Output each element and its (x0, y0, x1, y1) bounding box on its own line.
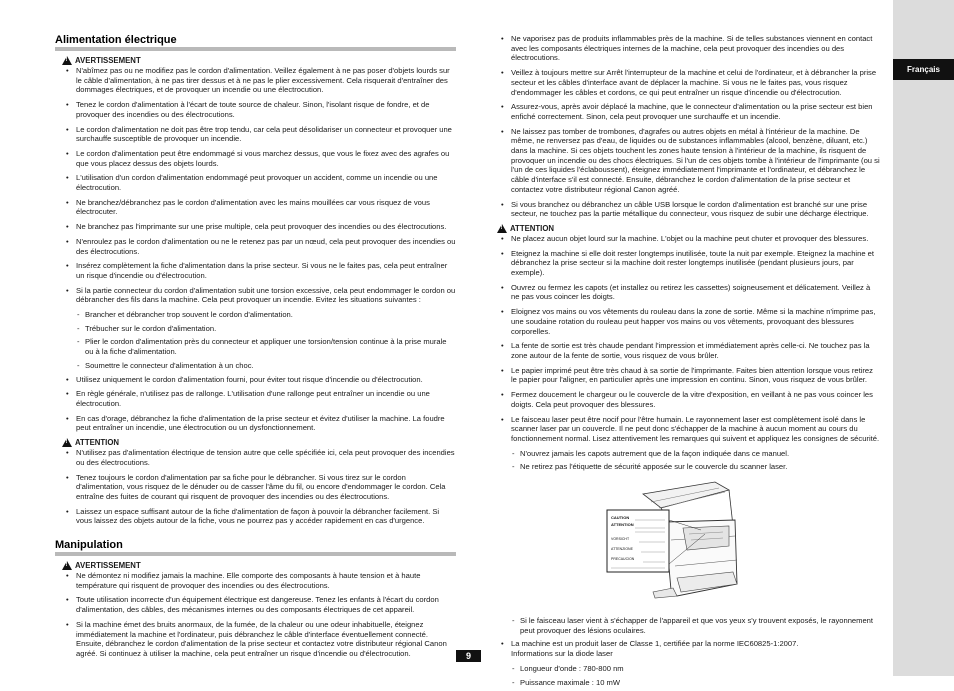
sub-list-item: - Puissance maximale : 10 mW (490, 678, 880, 688)
section-title-power: Alimentation électrique (55, 34, 456, 51)
language-tab: Français (893, 59, 954, 80)
sub-list-item: - Soumettre le connecteur d'alimentation à un choc. (55, 361, 456, 371)
sub-list-item: - Brancher et débrancher trop souvent le cordon d'alimentation. (55, 310, 456, 320)
sub-list-item: - Ne retirez pas l'étiquette de sécurité apposée sur le couvercle du scanner laser. (490, 462, 880, 472)
warning-list (55, 571, 456, 659)
list-item: • Laissez un espace suffisant autour de la fiche d'alimentation de façon à pouvoir la débrancher facilement. Si vous laissez des objets autour de la fiche, vous ne pourrez pas y accéder rapidement en cas d'urgence. (55, 507, 456, 526)
list-item: • Si la partie connecteur du cordon d'alimentation subit une torsion excessive, cela peut endommager le cordon ou débrancher des fils dans la machine. Cela peut provoquer un incendie. Evitez les situations suivantes : (55, 286, 456, 305)
caution-heading (497, 224, 880, 233)
list-item: • Ne vaporisez pas de produits inflammables près de la machine. Si de telles substances viennent en contact avec les composants électriques internes de la machine, cela peut provoquer des incendies ou des électrocutions. (490, 34, 880, 63)
laser-sub-list (490, 616, 880, 635)
list-item: • Si la machine émet des bruits anormaux, de la fumée, de la chaleur ou une odeur inhabituelle, éteignez immédiatement la machine et l'ordinateur, puis débranchez le câble d'interface éventuellement connecté. Ensuite, débranchez le cordon d'alimentation de la prise secteur et contactez votre distributeur régional Canon agréé. Si continuez à utiliser la machine, cela peut entraîner un risque d'incendie ou d'électrocution. (55, 620, 456, 659)
list-item: • Eloignez vos mains ou vos vêtements du rouleau dans la zone de sortie. Même si la machine n'imprime pas, une soudaine rotation du rouleau peut happer vos mains ou vos vêtements, provoquant des blessures corporelles. (490, 307, 880, 336)
list-item: • Toute utilisation incorrecte d'un équipement électrique est dangereuse. Tenez les enfants à l'écart du cordon d'alimentation, des câbles, des mécanismes internes ou des composants électriques de cet appareil. (55, 595, 456, 614)
list-item: • N'enroulez pas le cordon d'alimentation ou ne le retenez pas par un nœud, cela peut provoquer des incendies ou des électrocutions. (55, 237, 456, 256)
warning-label: AVERTISSEMENT (75, 561, 141, 571)
list-item: • Le cordon d'alimentation ne doit pas être trop tendu, car cela peut désolidariser un connecteur et provoquer une surchauffe susceptible de provoquer un incendie. (55, 125, 456, 144)
printer-laser-label-drawing (605, 480, 745, 604)
warning-list (55, 66, 456, 433)
caution-label: ATTENTION (510, 223, 555, 233)
sub-list-item: - Plier le cordon d'alimentation près du connecteur et appliquer une torsion/tension continue à la prise murale ou à la fiche d'alimentation. (55, 337, 456, 356)
warning-heading (62, 56, 456, 65)
laser-info-list (490, 639, 880, 687)
page-number: 9 (456, 650, 481, 662)
caution-heading (62, 438, 456, 447)
sub-list-item: - N'ouvrez jamais les capots autrement que de la façon indiquée dans ce manuel. (490, 449, 880, 459)
caution-label: ATTENTION (75, 438, 120, 448)
sub-list-item: - Si le faisceau laser vient à s'échapper de l'appareil et que vos yeux s'y trouvent exposés, le rayonnement peut provoquer des lésions oculaires. (490, 616, 880, 635)
list-item: • Le papier imprimé peut être très chaud à sa sortie de l'imprimante. Faites bien attention lorsque vous retirez le papier pour l'aligner, en particulier après une impression en continu. Sinon, vous risquez de vous brûler. (490, 366, 880, 385)
printer-illustration (605, 480, 745, 604)
list-item: • N'utilisez pas d'alimentation électrique de tension autre que celle spécifiée ici, cela peut provoquer des incendies ou des électrocutions. (55, 448, 456, 467)
list-item: • Insérez complètement la fiche d'alimentation dans la prise secteur. Si vous ne le faites pas, cela peut entraîner un risque d'incendie ou d'électrocution. (55, 261, 456, 280)
warning-label: AVERTISSEMENT (75, 56, 141, 65)
list-item: • En règle générale, n'utilisez pas de rallonge. L'utilisation d'une rallonge peut entraîner un incendie ou une électrocution. (55, 389, 456, 408)
label-line: ATTENTION (611, 522, 634, 528)
list-item: • En cas d'orage, débranchez la fiche d'alimentation de la prise secteur et évitez d'utiliser la machine. La foudre peut entraîner un incendie, une électrocution ou un dysfonctionnement. (55, 414, 456, 433)
list-item: • Fermez doucement le chargeur ou le couvercle de la vitre d'exposition, en veillant à ne pas vous coincer les doigts. Cela peut provoquer des blessures. (490, 390, 880, 409)
left-column (55, 34, 456, 664)
warning-icon (497, 224, 507, 233)
list-item: • Ne laissez pas tomber de trombones, d'agrafes ou autres objets en métal à l'intérieur de la machine. De même, ne renversez pas d'eau, de liquides ou de substances inflammables (alcool, benzène, diluant, etc.) dans la machine. Si ces objets touchent les zones haute tension à l'intérieur de la machine, ils risquent de provoquer un incendie ou des chocs électriques. Si l'un de ces objets tombe à l'intérieur de l'imprimante (ou si l'un de ces liquides l'éclaboussent), éteignez immédiatement l'imprimante et l'ordinateur, et débranchez le câble d'interface s'il est connecté. Ensuite, débranchez le cordon d'alimentation de la prise secteur et contactez votre distributeur régional Canon agréé. (490, 127, 880, 195)
list-item: • Ne démontez ni modifiez jamais la machine. Elle comporte des composants à haute tension et à haute température qui risquent de provoquer des incendies ou des électrocutions. (55, 571, 456, 590)
section-title-handling: Manipulation (55, 539, 456, 556)
list-item: • Assurez-vous, après avoir déplacé la machine, que le connecteur d'alimentation ou la prise secteur est bien enfiché correctement. Sinon, cela peut provoquer une surchauffe et un incendie. (490, 102, 880, 121)
warning-heading (62, 561, 456, 570)
sub-list-item: - Longueur d'onde : 780-800 nm (490, 664, 880, 674)
list-item: • Si vous branchez ou débranchez un câble USB lorsque le cordon d'alimentation est branché sur une prise secteur, ne touchez pas la partie métallique du connecteur, vous risquez de subir une décharge électrique. (490, 200, 880, 219)
list-item: • Ne branchez/débranchez pas le cordon d'alimentation avec les mains mouillées car vous risquez de vous électrocuter. (55, 198, 456, 217)
list-item: • Le cordon d'alimentation peut être endommagé si vous marchez dessus, que vous le fixez avec des agrafes ou que vous placez dessus des objets lourds. (55, 149, 456, 168)
list-item (490, 639, 880, 658)
warning-list-continued (490, 34, 880, 219)
list-item: • Veillez à toujours mettre sur Arrêt l'interrupteur de la machine et celui de l'ordinateur, et à débrancher la prise secteur et les câbles d'interface avant de déplacer la machine. Si vous ne le faites pas, vous risquez d'endommager les câbles et cordons, ce qui peut entraîner un risque d'incendie ou d'électrocution. (490, 68, 880, 97)
list-item: • La fente de sortie est très chaude pendant l'impression et immédiatement après celle-ci. Ne touchez pas la zone autour de la fente de sortie, vous risquez de vous brûler. (490, 341, 880, 360)
list-item: • Ne branchez pas l'imprimante sur une prise multiple, cela peut provoquer des incendies ou des électrocutions. (55, 222, 456, 232)
label-line: VORSICHT (611, 537, 630, 542)
list-item: • Ouvrez ou fermez les capots (et installez ou retirez les cassettes) soigneusement et délicatement. Veillez à ne pas vous coincer les doigts. (490, 283, 880, 302)
label-line: ATTENZIONE (611, 547, 633, 552)
label-line: CAUTION (611, 515, 630, 521)
list-item: • Utilisez uniquement le cordon d'alimentation fourni, pour éviter tout risque d'incendie ou d'électrocution. (55, 375, 456, 385)
caution-list (55, 448, 456, 526)
caution-list (490, 234, 880, 472)
list-item: • Le faisceau laser peut être nocif pour l'être humain. Le rayonnement laser est complètement isolé dans le scanner laser par un couvercle. Il ne peut donc s'échapper de la machine à aucun moment au cours du fonctionnement normal. Lisez attentivement les remarques qui suivent et appliquez les consignes de sécurité. (490, 415, 880, 444)
list-item: • Tenez toujours le cordon d'alimentation par sa fiche pour le débrancher. Si vous tirez sur le cordon d'alimentation, vous risquez de le dénuder ou de casser l'âme du fil, ou encore d'endommager le cordon. Cela entraîne des fuites de courant qui risquent de provoquer des incendies ou des électrocutions. (55, 473, 456, 502)
sub-list-item: - Trébucher sur le cordon d'alimentation. (55, 324, 456, 334)
list-item: • Eteignez la machine si elle doit rester longtemps inutilisée, toute la nuit par exemple. Eteignez la machine et débranchez la prise secteur si la machine doit rester longtemps inutilisée (pendant plusieurs jours, par exemple). (490, 249, 880, 278)
warning-icon (62, 56, 72, 65)
list-item: • N'abîmez pas ou ne modifiez pas le cordon d'alimentation. Veillez également à ne pas poser d'objets lourds sur le câble d'alimentation, à ne pas tirer dessus et à ne pas le plier excessivement. Cela risquerait d'entraîner des dommages électriques, et de provoquer un incendie ou une électrocution. (55, 66, 456, 95)
list-item: • Tenez le cordon d'alimentation à l'écart de toute source de chaleur. Sinon, l'isolant risque de fondre, et de provoquer des incendies ou des électrocutions. (55, 100, 456, 119)
side-margin-bar (893, 0, 954, 676)
right-column (490, 34, 880, 691)
warning-icon (62, 561, 72, 570)
list-item: • Ne placez aucun objet lourd sur la machine. L'objet ou la machine peut chuter et provoquer des blessures. (490, 234, 880, 244)
laser-diode-heading: Informations sur la diode laser (511, 649, 613, 659)
list-item: • L'utilisation d'un cordon d'alimentation endommagé peut provoquer un accident, comme un incendie ou une électrocution. (55, 173, 456, 192)
warning-icon (62, 438, 72, 447)
laser-class-text: La machine est un produit laser de Classe 1, certifiée par la norme IEC60825-1:2007. (511, 639, 799, 649)
label-line: PRECAUCION (611, 557, 635, 562)
